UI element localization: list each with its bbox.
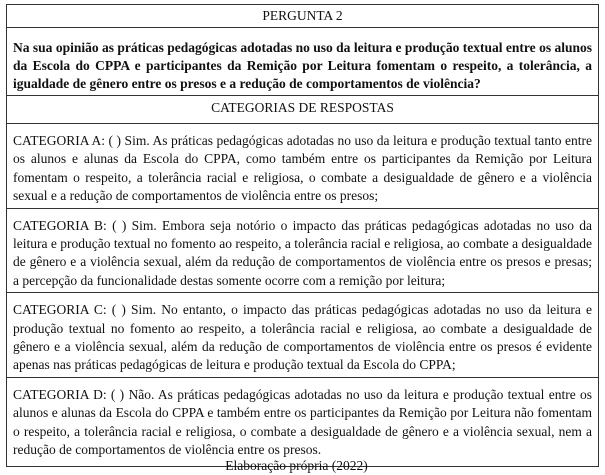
question-title: PERGUNTA 2 [7, 5, 599, 28]
category-row [7, 293, 599, 378]
question-table [6, 4, 599, 467]
category-row [7, 377, 599, 466]
document-page [6, 4, 599, 467]
category-a-text: CATEGORIA A: ( ) Sim. As práticas pedagógicas adotadas no uso da leitura e produção textual tanto entre os alunos e alunas da Escola do CPPA, como também entre os participantes da Remição por Leitura fomentam o respeito, a tolerância racial e religiosa, o combate a desigualdade de gênero e a violência sexual e a redução de comportamentos de violência entre os presos; [7, 124, 599, 209]
category-row [7, 208, 599, 293]
category-d-text: CATEGORIA D: ( ) Não. As práticas pedagógicas adotadas no uso da leitura e produção textual entre os alunos e alunas da Escola do CPPA e também entre os participantes da Remição por Leitura não fomentam o respeito, a tolerância racial e religiosa, o combate a desigualdade de gênero e a violência sexual, nem a redução de comportamentos de violência entre os presos. [7, 377, 599, 466]
category-b-text: CATEGORIA B: ( ) Sim. Embora seja notório o impacto das práticas pedagógicas adotadas no uso da leitura e produção textual no fomento ao respeito, a tolerância racial e religiosa, ao combate a desigualdade de gênero e a violência sexual, além da redução de comportamentos de violência entre os presos e presas; a percepção da funcionalidade destas somente ocorre com a remição por leitura; [7, 208, 599, 293]
question-row [7, 28, 599, 96]
title-row [7, 5, 599, 28]
category-c-text: CATEGORIA C: ( ) Sim. No entanto, o impacto das práticas pedagógicas adotadas no uso da leitura e produção textual no fomento ao respeito, a tolerância racial e religiosa, ao combate a desigualdade de gênero e a violência sexual, além da redução de comportamentos de violência entre os presos é evidente apenas nas práticas pedagógicas de leitura e produção textual da Escola do CPPA; [7, 293, 599, 378]
source-caption: Elaboração própria (2022) [225, 458, 368, 473]
categories-header-row [7, 96, 599, 124]
category-row [7, 124, 599, 209]
categories-header: CATEGORIAS DE RESPOSTAS [7, 96, 599, 124]
question-text: Na sua opinião as práticas pedagógicas adotadas no uso da leitura e produção textual entre os alunos da Escola do CPPA e participantes da Remição por Leitura fomentam o respeito, a tolerância, a igualdade de gênero entre os presos e a redução de comportamentos de violência? [7, 28, 599, 96]
